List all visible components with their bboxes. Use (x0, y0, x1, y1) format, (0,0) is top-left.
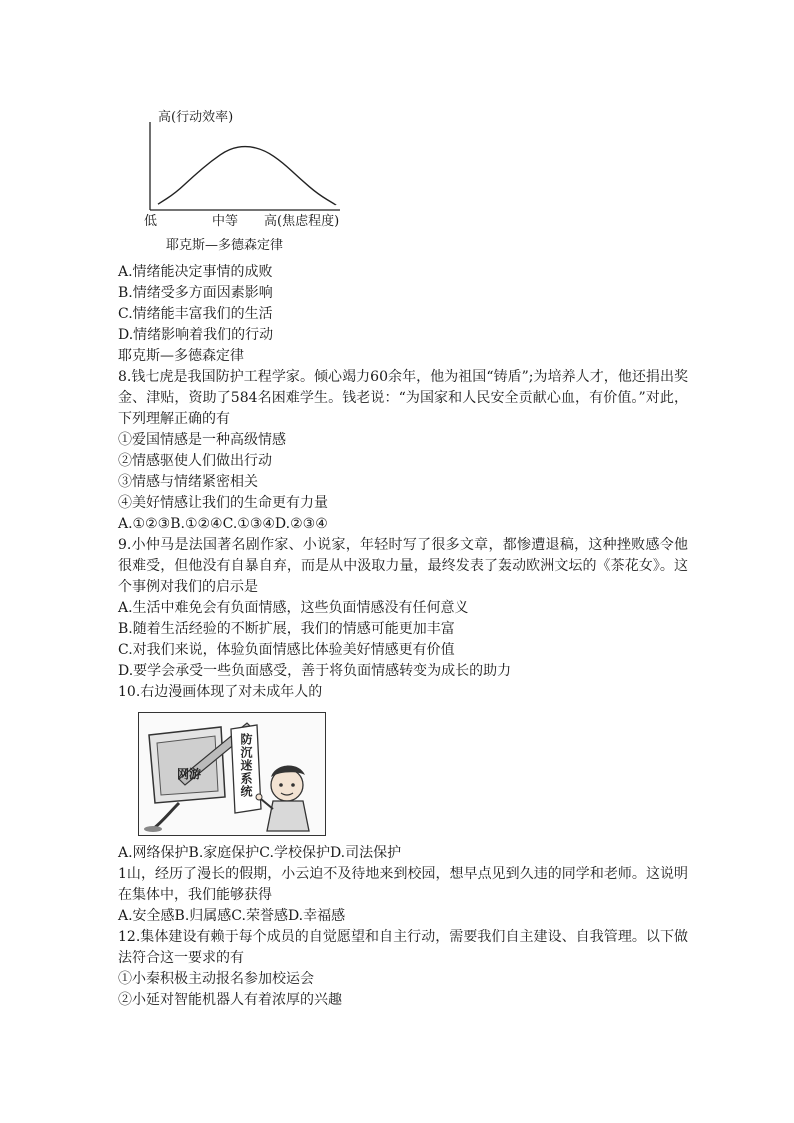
x-tick-mid: 中等 (212, 214, 239, 229)
q8-stem: 8.钱七虎是我国防护工程学家。倾心竭力60余年，他为祖国“铸盾”;为培养人才，他还捐出奖金、津贴，资助了584名困难学生。钱老说：“为国家和人民安全贡献心血，有价值。”对此，下列理解正确的有 (118, 369, 688, 427)
q9-option-d: D.要学会承受一些负面感受，善于将负面情感转变为成长的助力 (118, 663, 512, 679)
q9-stem: 9.小仲马是法国著名剧作家、小说家，年轻时写了很多文章，都惨遭退稿，这种挫败感令他很难受，但他没有自暴自弃，而是从中汲取力量，最终发表了轰动欧洲文坛的《茶花女》。这个事例对我们的启示是 (118, 537, 688, 595)
q7-option-c: C.情绪能丰富我们的生活 (118, 306, 273, 322)
yerkes-dodson-chart (140, 104, 370, 254)
q8-item-2: ②情感驱使人们做出行动 (118, 453, 272, 469)
q7-option-b: B.情绪受多方面因素影响 (118, 285, 273, 301)
q11-choices: A.安全感B.归属感C.荣誉感D.幸福感 (118, 908, 346, 924)
figure-caption: 耶克斯—多德森定律 (166, 238, 284, 253)
chart-canvas (140, 104, 370, 254)
x-tick-high: 高(焦虑程度) (264, 214, 340, 229)
q9-option-b: B.随着生活经验的不断扩展，我们的情感可能更加丰富 (118, 621, 455, 637)
comic-drawing (139, 713, 325, 835)
y-axis-label: 高(行动效率) (158, 110, 234, 125)
x-tick-low: 低 (144, 214, 158, 229)
q10-choices: A.网络保护B.家庭保护C.学校保护D.司法保护 (118, 845, 402, 861)
q9-option-c: C.对我们来说，体验负面情感比体验美好情感更有价值 (118, 642, 455, 658)
child-body (267, 801, 309, 831)
q7-option-a: A.情绪能决定事情的成败 (118, 264, 273, 280)
q8-item-1: ①爱国情感是一种高级情感 (118, 432, 286, 448)
q7-note: 耶克斯—多德森定律 (118, 348, 244, 364)
anti-addiction-comic (138, 712, 326, 836)
q8-item-4: ④美好情感让我们的生命更有力量 (118, 495, 328, 511)
question-block-upper (118, 262, 688, 703)
q9-option-a: A.生活中难免会有负面情感，这些负面情感没有任何意义 (118, 600, 469, 616)
q8-choices: A.①②③B.①②④C.①③④D.②③④ (118, 516, 328, 532)
q12-item-1: ①小秦积极主动报名参加校运会 (118, 971, 314, 987)
comic-board-label: 网游 (177, 767, 202, 781)
q8-item-3: ③情感与情绪紧密相关 (118, 474, 258, 490)
q12-stem: 12.集体建设有赖于每个成员的自觉愿望和自主行动，需要我们自主建设、自我管理。以下做法符合这一要求的有 (118, 929, 688, 966)
question-block-lower (118, 843, 688, 1011)
q10-stem: 10.右边漫画体现了对未成年人的 (118, 684, 323, 700)
q11-stem: 1山，经历了漫长的假期，小云迫不及待地来到校园，想早点见到久违的同学和老师。这说明在集体中，我们能够获得 (118, 866, 688, 903)
q12-item-2: ②小延对智能机器人有着浓厚的兴趣 (118, 992, 342, 1008)
monitor-stand (153, 803, 179, 829)
comic-sign-label: 防沉迷系统 (239, 733, 253, 798)
q7-option-d: D.情绪影响着我们的行动 (118, 327, 274, 343)
efficiency-curve (158, 147, 336, 205)
